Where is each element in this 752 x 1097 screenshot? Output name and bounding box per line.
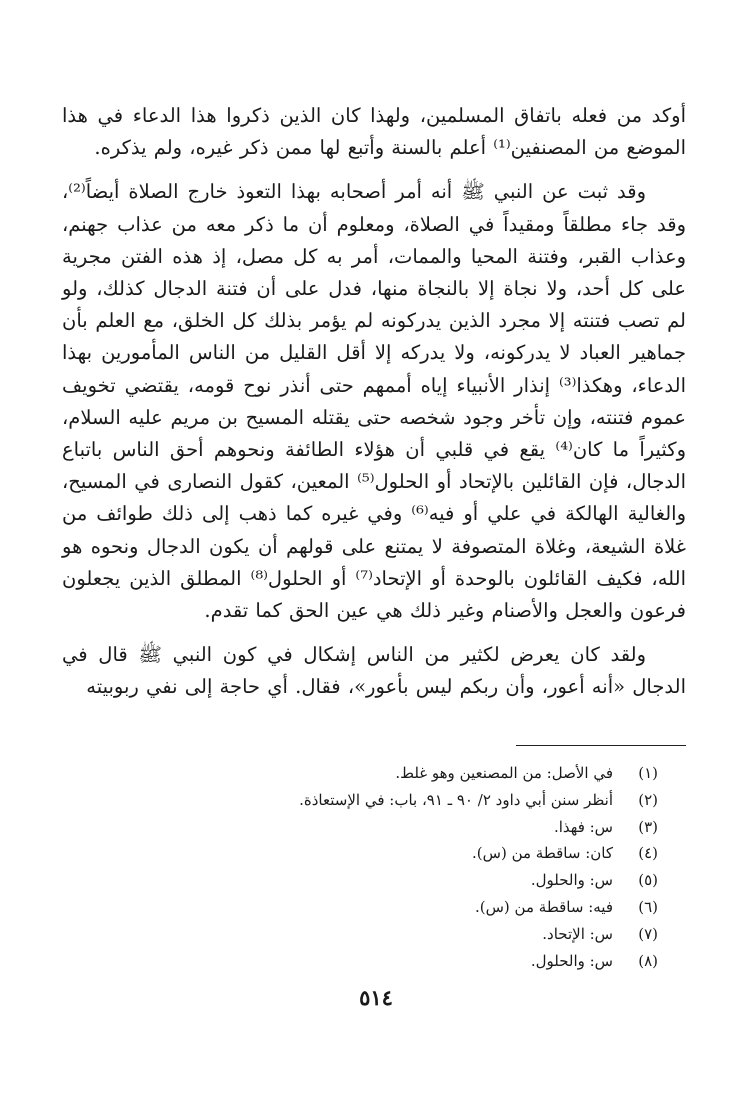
footnote-number: (٦) <box>638 897 658 916</box>
footnote-number: (١) <box>638 764 658 782</box>
footnote-text: س: والحلول. <box>530 951 613 970</box>
footnote-text: فيه: ساقطة من (س). <box>475 897 613 916</box>
footnote-text: كان: ساقطة من (س). <box>472 844 613 863</box>
footnote <box>78 894 658 921</box>
footnote-text: س: فهذا. <box>553 817 613 836</box>
footnote <box>78 948 658 975</box>
footnote-number: (٥) <box>638 871 658 890</box>
paragraph-1: أوكد من فعله باتفاق المسلمين، ولهذا كان الذين ذكروا هذا الدعاء في هذا الموضع من المصنفين⁽¹⁾ أعلم بالسنة وأتبع لها ممن ذكر غيره، ولم يذكره. <box>62 104 686 160</box>
footnote-text: في الأصل: من المصنعين وهو غلط. <box>395 764 613 782</box>
footnote-number: (٧) <box>638 924 658 943</box>
footnote-number: (٢) <box>638 790 658 809</box>
footnote <box>78 867 658 894</box>
page-number: ٥١٤ <box>359 985 393 1010</box>
main-text <box>62 100 686 704</box>
footnote-number: (٣) <box>638 817 658 836</box>
footnotes <box>78 760 658 974</box>
paragraph-2: وقد ثبت عن النبي ﷺ أنه أمر أصحابه بهذا التعوذ خارج الصلاة أيضاً⁽²⁾، وقد جاء مطلقاً ومقيداً في الصلاة، ومعلوم أن ما ذكر معه من عذاب جهنم، وعذاب القبر، وفتنة المحيا والممات، أمر به كل مصل، إذ هذه الفتن مجرية على كل أحد، ولا نجاة إلا بالنجاة منها، فدل على أن فتنة الدجال كذلك، ولو لم تصب فتنته إلا مجرد الذين يدركونه لم يؤمر بذلك كل الخلق، مع العلم بأن جماهير العباد لا يدركونه، ولا يدركه إلا أقل القليل من الناس المأمورين بهذا الدعاء، وهكذا⁽³⁾ إنذار الأنبياء إياه أممهم حتى أنذر نوح قومه، يقتضي تخويف عموم فتنته، وإن تأخر وجود شخصه حتى يقتله المسيح بن مريم عليه السلام، وكثيراً ما كان⁽⁴⁾ يقع في قلبي أن هؤلاء الطائفة ونحوهم أحق الناس باتباع الدجال، فإن القائلين بالإتحاد أو الحلول⁽⁵⁾ المعين، كقول النصارى في المسيح، والغالية الهالكة في علي أو فيه⁽⁶⁾ وفي غيره كما ذهب إلى ذلك طوائف من غلاة الشيعة، وغلاة المتصوفة لا يمتنع على قولهم أن يكون الدجال ونحوه هو الله، فكيف القائلون بالوحدة أو الإتحاد⁽⁷⁾ أو الحلول⁽⁸⁾ المطلق الذين يجعلون فرعون والعجل والأصنام وغير ذلك هي عين الحق كما تقدم. <box>62 180 687 623</box>
footnote <box>78 814 658 841</box>
footnote-divider <box>516 745 686 746</box>
footnote-number: (٨) <box>638 951 658 970</box>
footnote-number: (٤) <box>638 844 658 863</box>
footnote-text: س: الإتحاد. <box>542 924 613 943</box>
footnote <box>78 840 658 867</box>
paragraph-3: ولقد كان يعرض لكثير من الناس إشكال في كون النبي ﷺ قال في الدجال «أنه أعور، وأن ربكم ليس بأعور»، فقال. أي حاجة إلى نفي ربوبيته <box>62 643 686 699</box>
footnote <box>78 921 658 948</box>
footnote-text: س: والحلول. <box>530 871 613 890</box>
footnote-text: أنظر سنن أبي داود ٢/ ٩٠ ـ ٩١، باب: في الإستعاذة. <box>299 790 613 809</box>
footnote <box>78 760 658 787</box>
footnote <box>78 787 658 814</box>
